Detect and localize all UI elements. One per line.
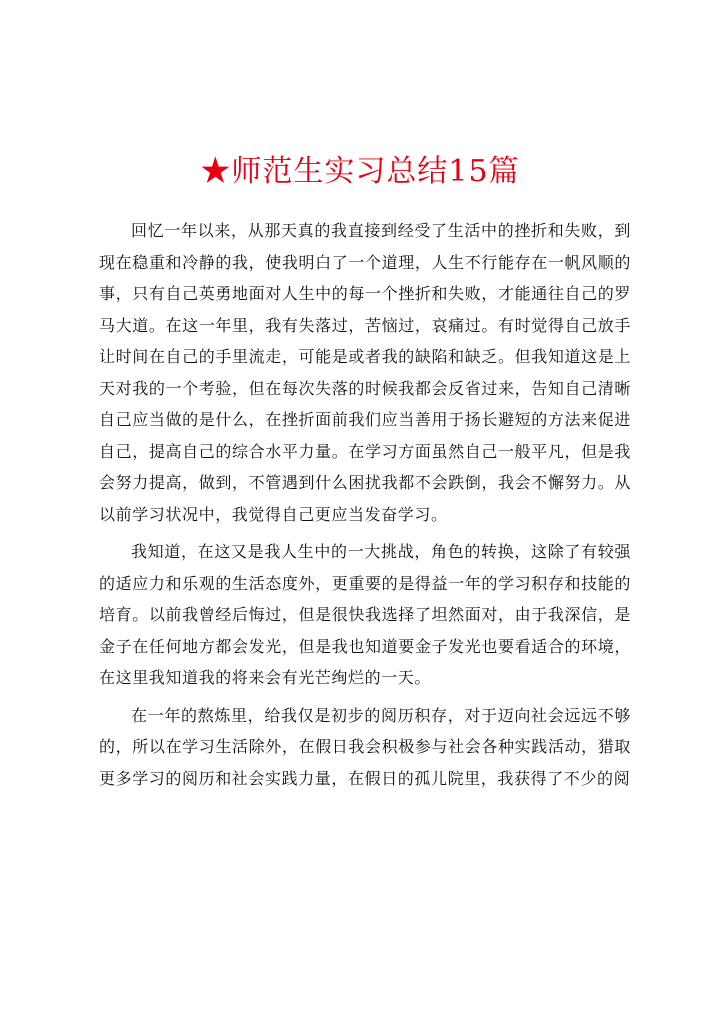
paragraph-2: 我知道，在这又是我人生中的一大挑战，角色的转换，这除了有较强的适应力和乐观的生活态度外，更重要的是得益一年的学习积存和技能的培育。以前我曾经后悔过，但是很快我选择了坦然面对，由于我深信，是金子在任何地方都会发光，但是我也知道要金子发光也要看适合的环境，在这里我知道我的将来会有光芒绚烂的一天。 xyxy=(99,542,631,687)
paragraph-3: 在一年的熬炼里，给我仅是初步的阅历积存，对于迈向社会远远不够的，所以在学习生活除外，在假日我会积极参与社会各种实践活动，猎取更多学习的阅历和社会实践力量，在假日的孤儿院里，我获得了不少的阅 xyxy=(99,705,631,788)
document-title: ★师范生实习总结15篇 xyxy=(200,154,520,189)
paragraph-1: 回忆一年以来，从那天真的我直接到经受了生活中的挫折和失败，到现在稳重和冷静的我，使我明白了一个道理，人生不行能存在一帆风顺的事，只有自己英勇地面对人生中的每一个挫折和失败，才能通往自己的罗马大道。在这一年里，我有失落过，苦恼过，哀痛过。有时觉得自己放手让时间在自己的手里流走，可能是或者我的缺陷和缺乏。但我知道这是上天对我的一个考验，但在每次失落的时候我都会反省过来，告知自己清晰自己应当做的是什么，在挫折面前我们应当善用于扬长避短的方法来促进自己，提高自己的综合水平力量。在学习方面虽然自己一般平凡，但是我会努力提高，做到，不管遇到什么困扰我都不会跌倒，我会不懈努力。从以前学习状况中，我觉得自己更应当发奋学习。 xyxy=(99,221,631,524)
document-body xyxy=(99,215,631,794)
